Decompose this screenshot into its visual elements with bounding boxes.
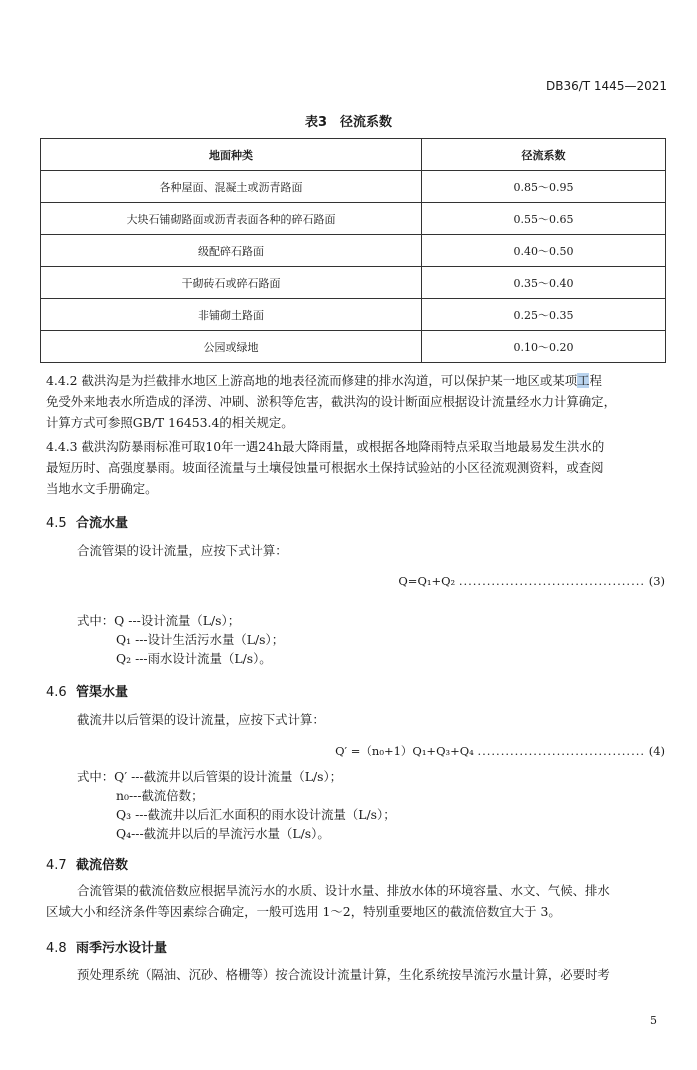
standard-number: DB36/T 1445—2021	[545, 79, 667, 93]
clause-4-7	[46, 880, 671, 922]
paragraph-line: 计算方式可参照GB/T 16453.4的相关规定。	[46, 415, 294, 430]
formula-expression: Q′ =（n₀+1）Q₁+Q₃+Q₄	[335, 744, 474, 758]
variable-definition: Q₄---截流井以后的旱流污水量（L/s）。	[116, 826, 330, 841]
paragraph-line: 合流管渠的截流倍数应根据旱流污水的水质、设计水量、排放水体的环境容量、水文、气候、排水	[77, 883, 610, 898]
variable-definition: 式中：Q′ ---截流井以后管渠的设计流量（L/s）；	[77, 769, 343, 784]
section-heading-4-8: 4.8 雨季污水设计量	[46, 941, 168, 956]
variable-definition: n₀---截流倍数；	[116, 788, 204, 803]
coefficient-cell: 0.55～0.65	[422, 203, 666, 235]
variable-definition: Q₁ ---设计生活污水量（L/s）；	[116, 632, 285, 647]
clause-4-4-3	[46, 436, 671, 499]
column-header-coefficient: 径流系数	[422, 139, 666, 171]
formula-4: Q′ =（n₀+1）Q₁+Q₃+Q₄ .................................... (4)	[335, 744, 665, 758]
formula-3: Q=Q₁+Q₂ ........................................ (3)	[398, 574, 665, 588]
surface-type-cell: 干砌砖石或碎石路面	[41, 267, 422, 299]
section-intro: 合流管渠的设计流量，应按下式计算：	[77, 543, 288, 558]
formula-expression: Q=Q₁+Q₂	[398, 574, 456, 588]
paragraph-line: 最短历时、高强度暴雨。坡面径流量与土壤侵蚀量可根据水土保持试验站的小区径流观测资料，或查阅	[46, 460, 604, 475]
clause-4-4-2	[46, 370, 671, 433]
surface-type-cell: 大块石铺砌路面或沥青表面各种的碎石路面	[41, 203, 422, 235]
table-caption: 表3 径流系数	[304, 115, 393, 130]
table-row	[41, 267, 666, 299]
equation-number: (3)	[648, 574, 665, 588]
surface-type-cell: 各种屋面、混凝土或沥青路面	[41, 171, 422, 203]
section-intro: 截流井以后管渠的设计流量，应按下式计算：	[77, 712, 325, 727]
column-header-surface: 地面种类	[41, 139, 422, 171]
coefficient-cell: 0.25～0.35	[422, 299, 666, 331]
surface-type-cell: 公园或绿地	[41, 331, 422, 363]
table-row	[41, 331, 666, 363]
variable-definition: 式中：Q ---设计流量（L/s）；	[77, 613, 241, 628]
surface-type-cell: 非铺砌土路面	[41, 299, 422, 331]
section-heading-4-5: 4.5 合流水量	[46, 516, 129, 531]
table-row	[41, 235, 666, 267]
clause-4-8	[46, 964, 671, 985]
selection-highlight[interactable]: 工	[577, 373, 590, 388]
surface-type-cell: 级配碎石路面	[41, 235, 422, 267]
coefficient-cell: 0.35～0.40	[422, 267, 666, 299]
paragraph-line: 4.4.2 截洪沟是为拦截排水地区上游高地的地表径流而修建的排水沟道，可以保护某一地区或某项工程	[46, 373, 602, 388]
runoff-coefficient-table	[40, 138, 666, 363]
equation-number: (4)	[648, 744, 665, 758]
paragraph-line: 免受外来地表水所造成的泽涝、冲刷、淤积等危害，截洪沟的设计断面应根据设计流量经水力计算确定，	[46, 394, 616, 409]
page-number: 5	[650, 1014, 657, 1027]
paragraph-line: 预处理系统（隔油、沉砂、格栅等）按合流设计流量计算，生化系统按旱流污水量计算，必要时考	[77, 967, 610, 982]
section-heading-4-6: 4.6 管渠水量	[46, 685, 129, 700]
coefficient-cell: 0.85～0.95	[422, 171, 666, 203]
coefficient-cell: 0.10～0.20	[422, 331, 666, 363]
paragraph-line: 当地水文手册确定。	[46, 481, 158, 496]
paragraph-line: 区域大小和经济条件等因素综合确定，一般可选用 1～2，特别重要地区的截流倍数宜大于 3。	[46, 904, 561, 919]
table-row	[41, 171, 666, 203]
section-heading-4-7: 4.7 截流倍数	[46, 858, 129, 873]
table-row	[41, 299, 666, 331]
table-header-row	[41, 139, 666, 171]
variable-definition: Q₃ ---截流井以后汇水面积的雨水设计流量（L/s）；	[116, 807, 396, 822]
coefficient-cell: 0.40～0.50	[422, 235, 666, 267]
table-row	[41, 203, 666, 235]
paragraph-line: 4.4.3 截洪沟防暴雨标准可取10年一遇24h最大降雨量，或根据各地降雨特点采取当地最易发生洪水的	[46, 439, 605, 454]
variable-definition: Q₂ ---雨水设计流量（L/s）。	[116, 651, 272, 666]
